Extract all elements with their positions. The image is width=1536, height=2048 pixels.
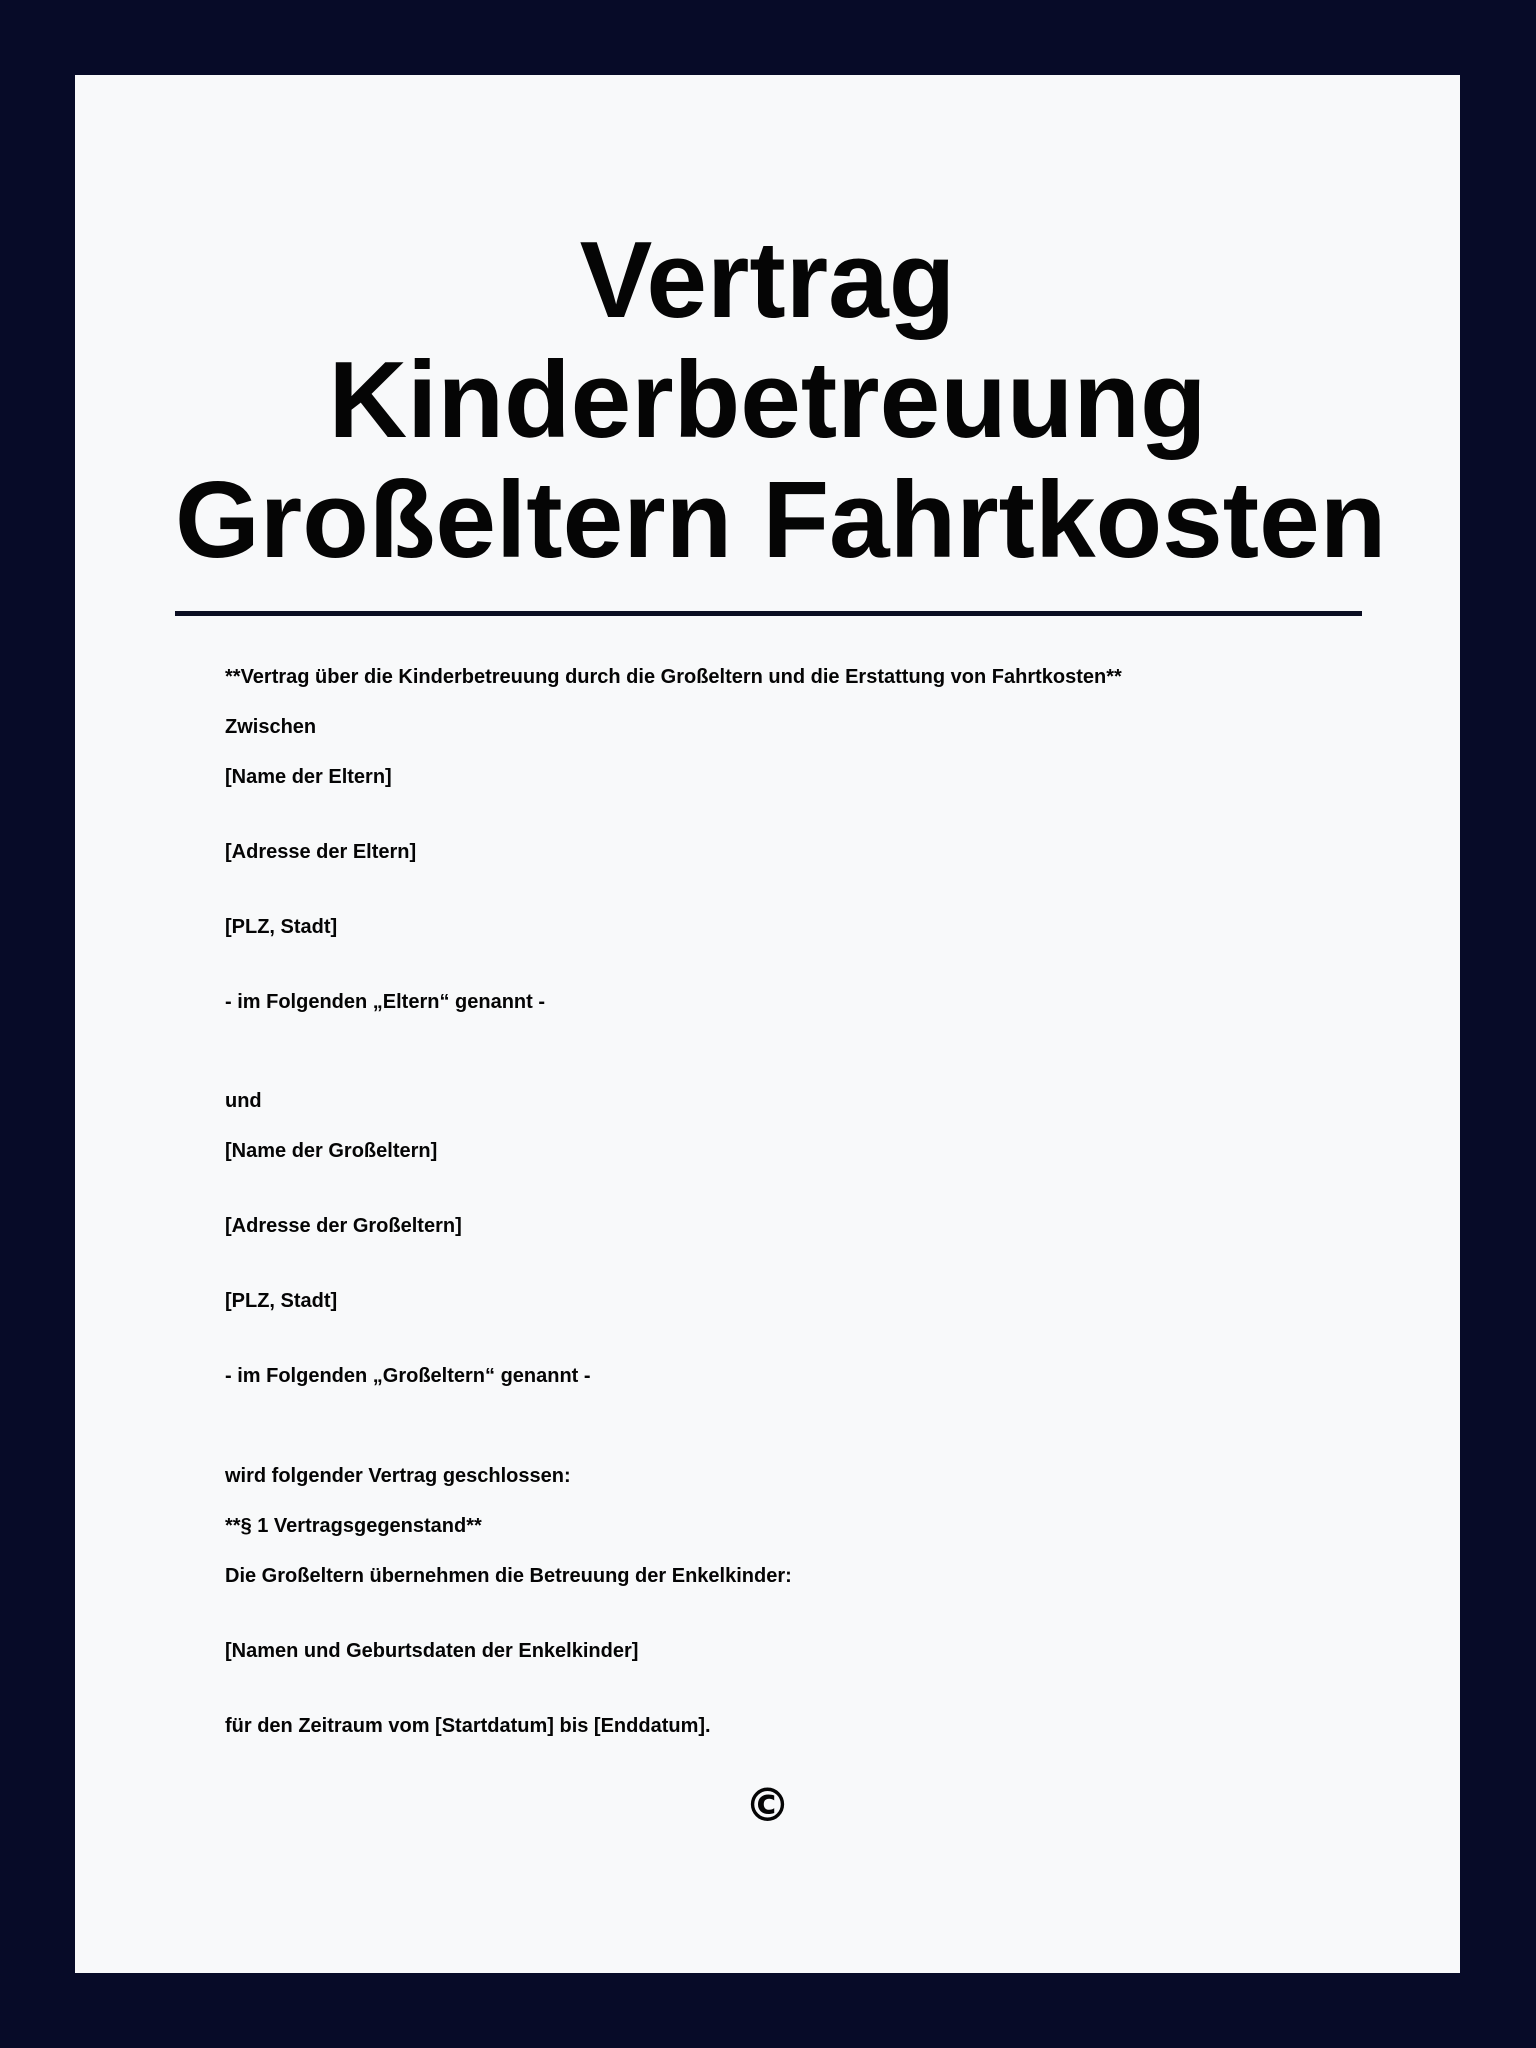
document-page (75, 75, 1460, 1973)
title-line-2: Kinderbetreuung (328, 339, 1207, 461)
and-label: und (225, 1090, 262, 1112)
copyright-icon: © (744, 1778, 791, 1832)
section-1-text: Die Großeltern übernehmen die Betreuung der Enkelkinder: (225, 1565, 792, 1587)
grandparents-designation: - im Folgenden „Großeltern“ genannt - (225, 1365, 591, 1387)
grandchildren-placeholder: [Namen und Geburtsdaten der Enkelkinder] (225, 1640, 639, 1662)
contract-heading: **Vertrag über die Kinderbetreuung durch die Großeltern und die Erstattung von Fahrtkosten** (225, 666, 1122, 688)
parents-name-placeholder: [Name der Eltern] (225, 766, 392, 788)
parents-city-placeholder: [PLZ, Stadt] (225, 916, 338, 938)
title-divider (175, 611, 1362, 616)
grandparents-address-placeholder: [Adresse der Großeltern] (225, 1215, 462, 1237)
grandparents-name-placeholder: [Name der Großeltern] (225, 1140, 438, 1162)
grandparents-city-placeholder: [PLZ, Stadt] (225, 1290, 338, 1312)
between-label: Zwischen (225, 716, 317, 738)
document-title (175, 219, 1387, 581)
period-text: für den Zeitraum vom [Startdatum] bis [Enddatum]. (225, 1715, 711, 1737)
title-line-1: Vertrag (579, 219, 956, 341)
contract-intro: wird folgender Vertrag geschlossen: (225, 1465, 571, 1487)
parents-designation: - im Folgenden „Eltern“ genannt - (225, 991, 545, 1013)
section-1-heading: **§ 1 Vertragsgegenstand** (225, 1515, 482, 1537)
parents-address-placeholder: [Adresse der Eltern] (225, 841, 417, 863)
title-line-3: Großeltern Fahrtkosten (175, 459, 1387, 581)
